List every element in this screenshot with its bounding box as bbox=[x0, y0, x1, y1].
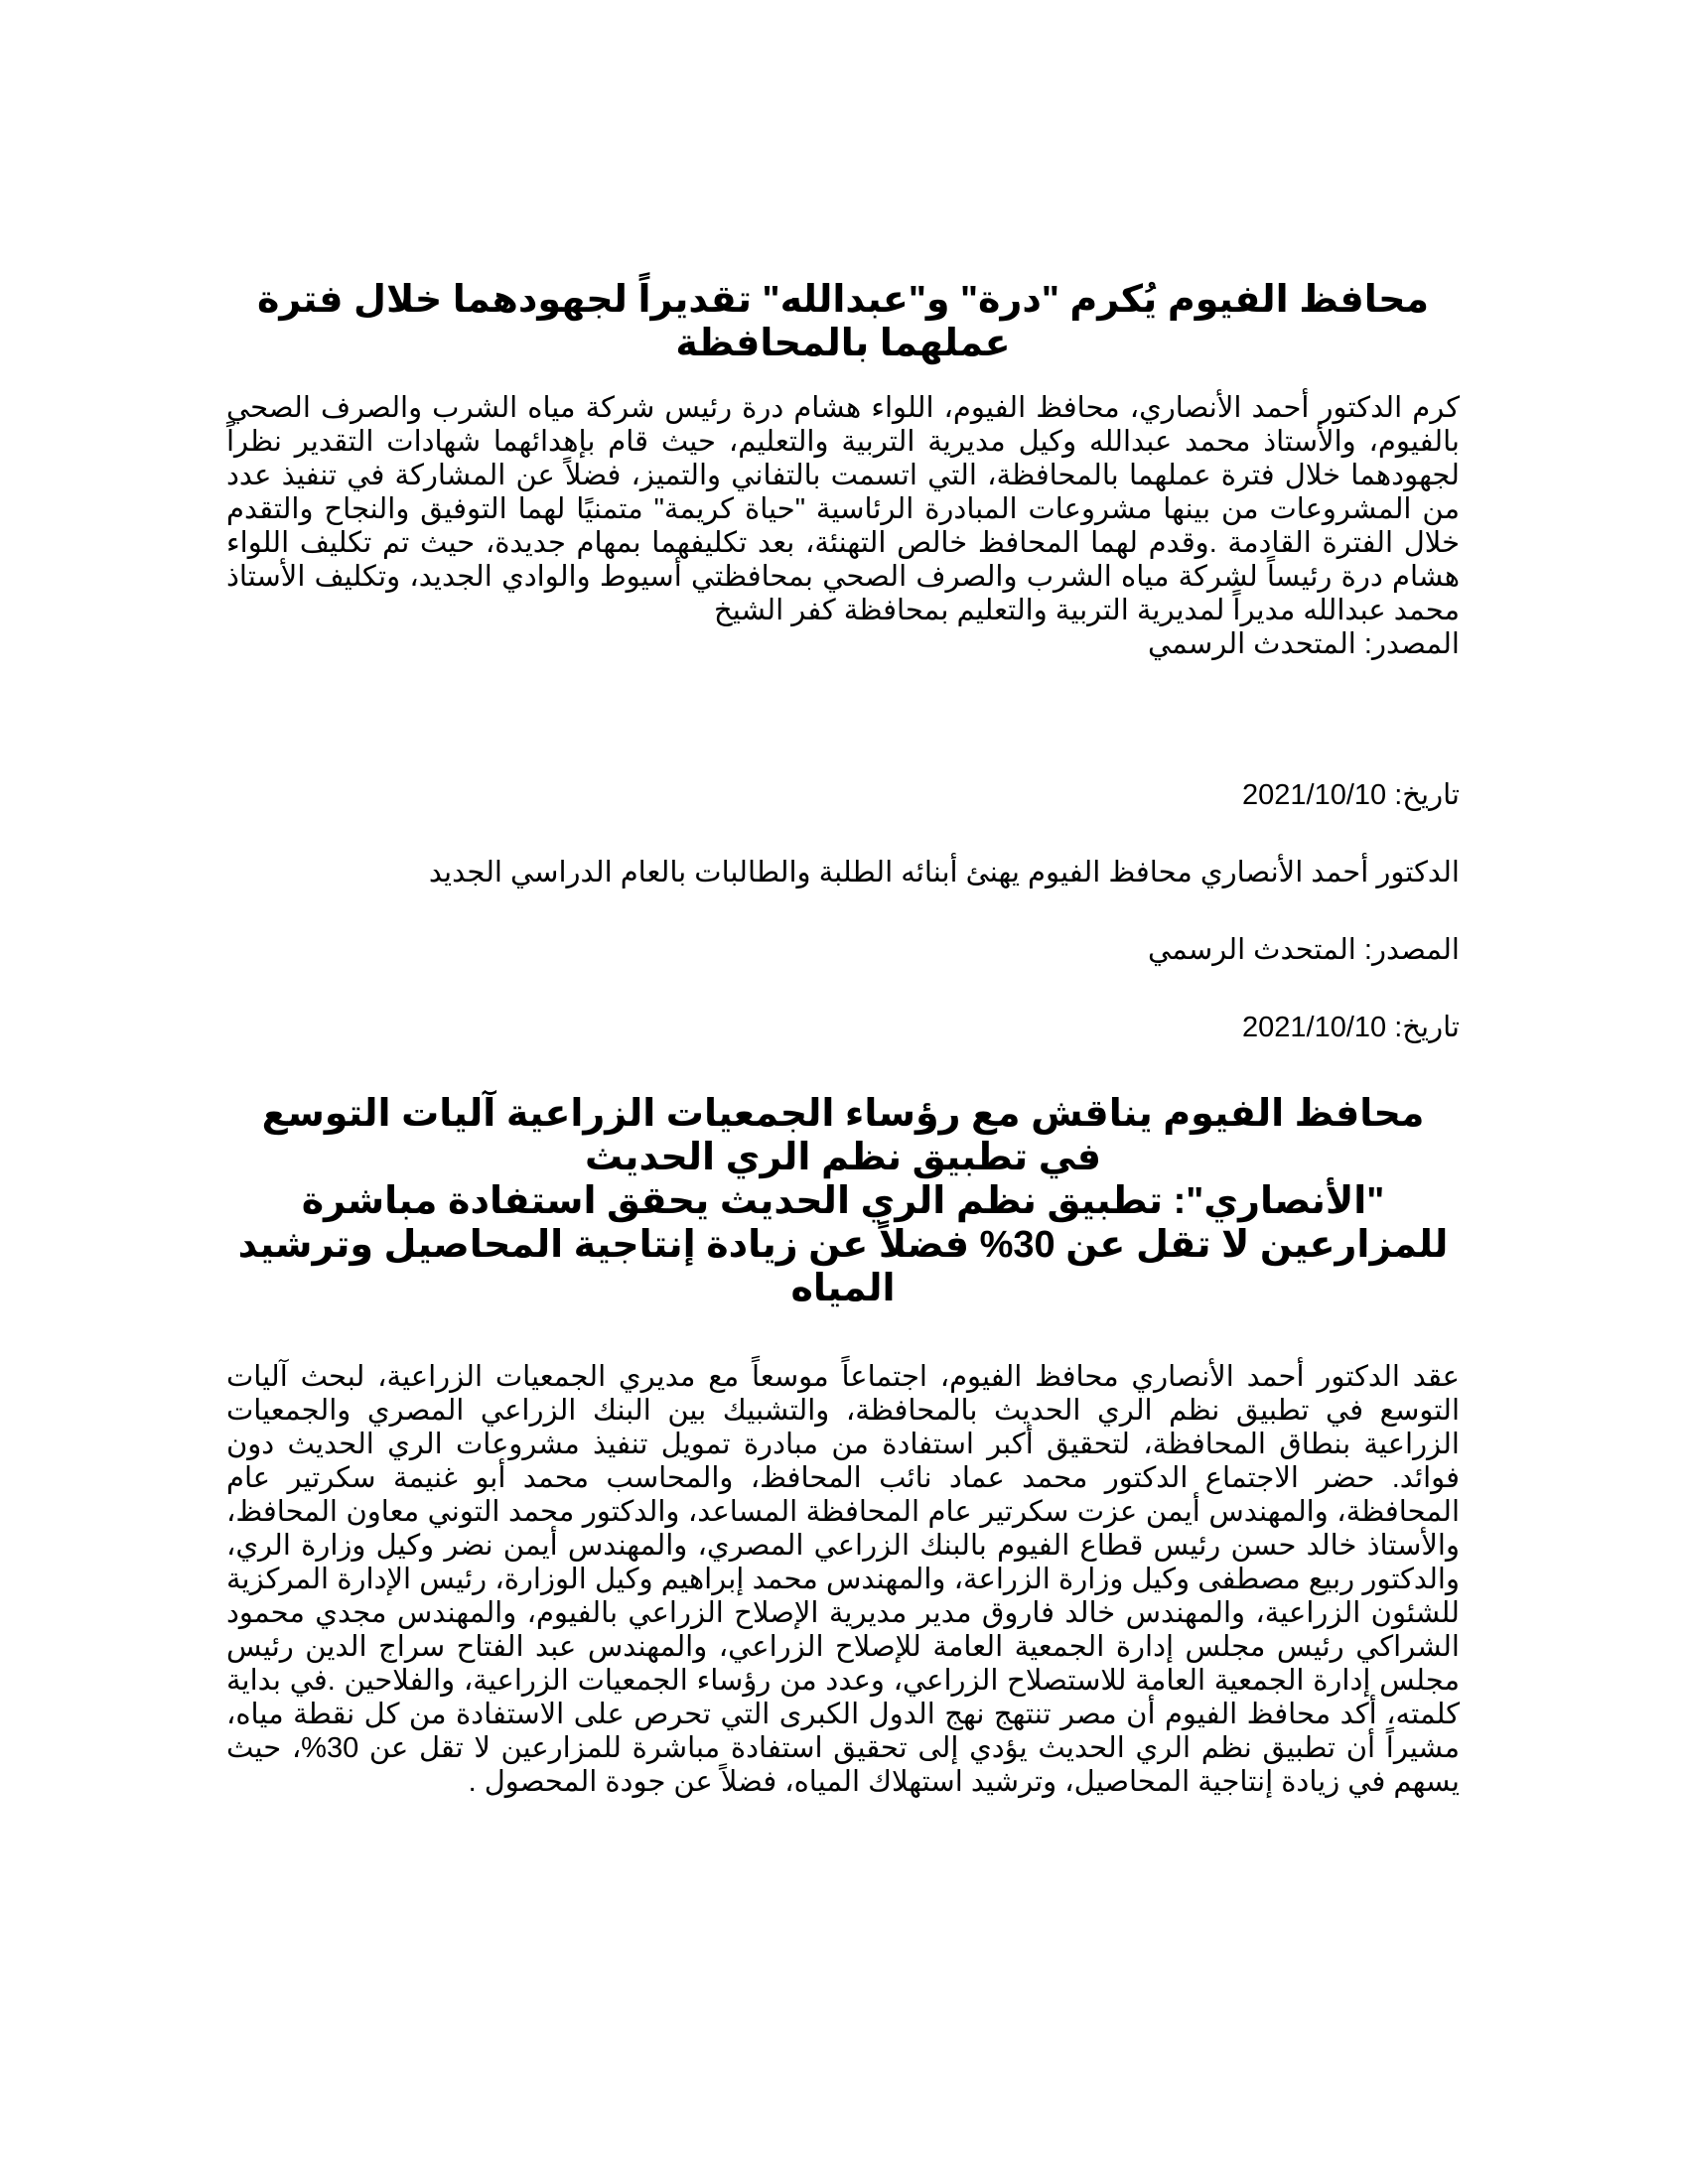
article-3-subtitle: "الأنصاري": تطبيق نظم الري الحديث يحقق استفادة مباشرة للمزارعين لا تقل عن 30% فضلاً عن زيادة إنتاجية المحاصيل وترشيد المياه bbox=[237, 1180, 1449, 1309]
article-3-heading bbox=[226, 1092, 1460, 1310]
article-1-date-value: 2021/10/10 bbox=[1242, 779, 1387, 811]
article-1-date-label: تاريخ: bbox=[1394, 779, 1460, 811]
article-2-date-label: تاريخ: bbox=[1394, 1012, 1460, 1043]
article-3-body-block bbox=[226, 1360, 1460, 1799]
article-1 bbox=[226, 278, 1460, 365]
article-2 bbox=[226, 856, 1460, 889]
article-1-title: محافظ الفيوم يُكرم "درة" و"عبدالله" تقديراً لجهودهما خلال فترة عملهما بالمحافظة bbox=[256, 279, 1429, 364]
article-2-date-value: 2021/10/10 bbox=[1242, 1012, 1387, 1043]
article-3-body: عقد الدكتور أحمد الأنصاري محافظ الفيوم، اجتماعاً موسعاً مع مديري الجمعيات الزراعية، لبحث آليات التوسع في تطبيق نظم الري الحديث بالمحافظة، والتشبيك بين البنك الزراعي المصري والجمعيات الزراعية بنطاق المحافظة، لتحقيق أكبر استفادة من مبادرة تمويل تنفيذ مشروعات الري الحديث دون فوائد. حضر الاجتماع الدكتور محمد عماد نائب المحافظ، والمحاسب محمد أبو غنيمة سكرتير عام المحافظة، والمهندس أيمن عزت سكرتير عام المحافظة المساعد، والدكتور محمد التوني معاون المحافظ، والأستاذ خالد حسن رئيس قطاع الفيوم بالبنك الزراعي المصري، والمهندس أيمن نضر وكيل وزارة الري، والدكتور ربيع مصطفى وكيل وزارة الزراعة، والمهندس محمد إبراهيم وكيل الوزارة، رئيس الإدارة المركزية للشئون الزراعية، والمهندس خالد فاروق مدير مديرية الإصلاح الزراعي بالفيوم، والمهندس مجدي محمود الشراكي رئيس مجلس إدارة الجمعية العامة للإصلاح الزراعي، والمهندس عبد الفتاح سراج الدين رئيس مجلس إدارة الجمعية العامة للاستصلاح الزراعي، وعدد من رؤساء الجمعيات الزراعية، والفلاحين .في بداية كلمته، أكد محافظ الفيوم أن مصر تنتهج نهج الدول الكبرى التي تحرص على الاستفادة من كل نقطة مياه، مشيراً أن تطبيق نظم الري الحديث يؤدي إلى تحقيق استفادة مباشرة للمزارعين لا تقل عن 30%، حيث يسهم في زيادة إنتاجية المحاصيل، وترشيد استهلاك المياه، فضلاً عن جودة المحصول . bbox=[226, 1361, 1460, 1798]
article-2-source: المصدر: المتحدث الرسمي bbox=[1148, 934, 1460, 966]
article-2-date bbox=[226, 1011, 1460, 1044]
article-2-body: الدكتور أحمد الأنصاري محافظ الفيوم يهنئ أبنائه الطلبة والطالبات بالعام الدراسي الجديد bbox=[428, 857, 1460, 888]
article-1-body: كرم الدكتور أحمد الأنصاري، محافظ الفيوم، اللواء هشام درة رئيس شركة مياه الشرب والصرف الصحي بالفيوم، والأستاذ محمد عبدالله وكيل مديرية التربية والتعليم، حيث قام بإهدائهما شهادات التقدير نظراً لجهودهما خلال فترة عملهما بالمحافظة، التي اتسمت بالتفاني والتميز، فضلاً عن المشاركة في تنفيذ عدد من المشروعات من بينها مشروعات المبادرة الرئاسية "حياة كريمة" متمنيًا لهما التوفيق والنجاح والتقدم خلال الفترة القادمة .وقدم لهما المحافظ خالص التهنئة، بعد تكليفهما بمهام جديدة، حيث تم تكليف اللواء هشام درة رئيساً لشركة مياه الشرب والصرف الصحي بمحافظتي أسيوط والوادي الجديد، وتكليف الأستاذ محمد عبدالله مديراً لمديرية التربية والتعليم بمحافظة كفر الشيخ bbox=[226, 392, 1460, 626]
article-3-title: محافظ الفيوم يناقش مع رؤساء الجمعيات الزراعية آليات التوسع في تطبيق نظم الري الحديث bbox=[261, 1093, 1425, 1178]
article-1-date bbox=[226, 778, 1460, 812]
article-1-body-block bbox=[226, 391, 1460, 661]
article-2-source-block bbox=[226, 933, 1460, 967]
article-1-source: المصدر: المتحدث الرسمي bbox=[1148, 628, 1460, 660]
